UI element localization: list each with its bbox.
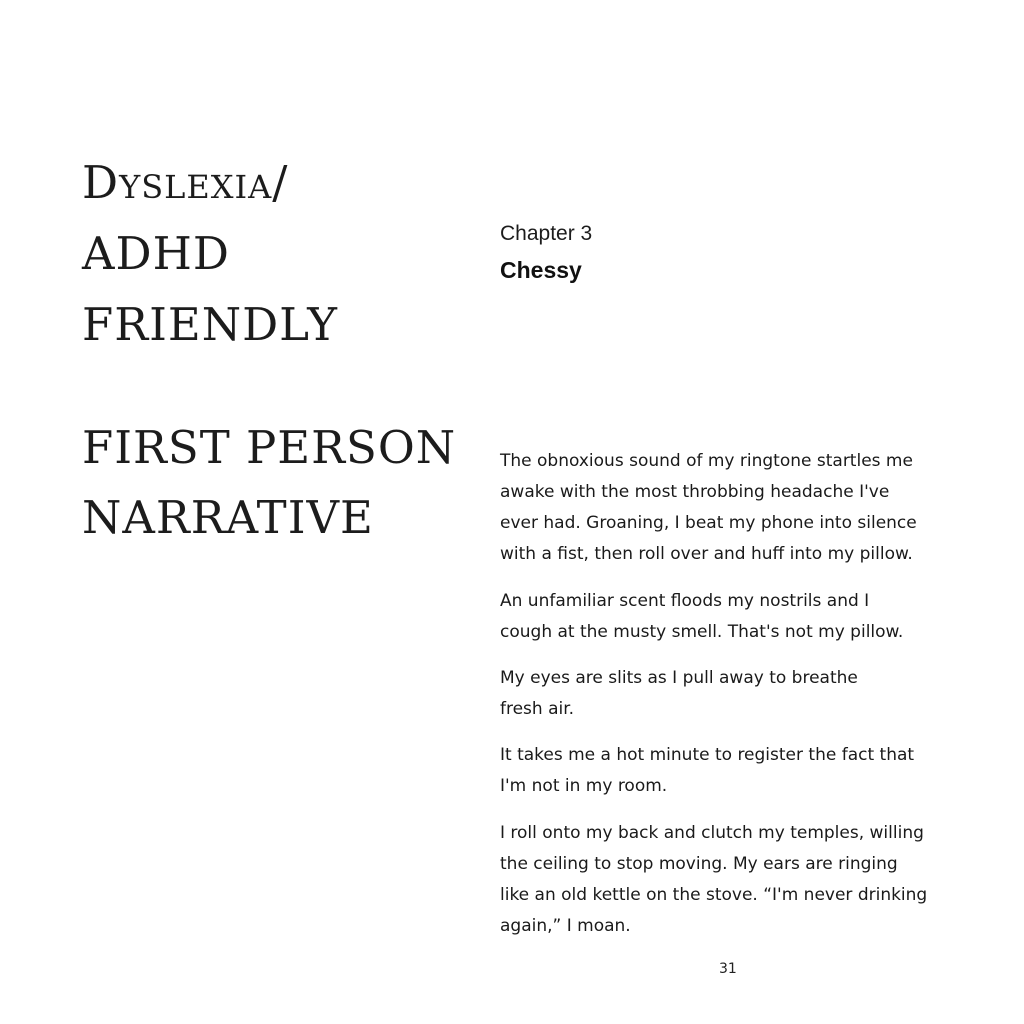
paragraph-line: fresh air.: [500, 699, 575, 719]
headline-line-5: NARRATIVE: [82, 491, 374, 544]
paragraph-3: [500, 663, 970, 725]
paragraph-4: [500, 740, 970, 802]
paragraph-line: cough at the musty smell. That's not my pillow.: [500, 622, 904, 642]
paragraph-line: The obnoxious sound of my ringtone startles me: [500, 451, 913, 471]
paragraph-line: It takes me a hot minute to register the fact that: [500, 745, 915, 765]
paragraph-1: [500, 446, 970, 570]
paragraph-2: [500, 586, 970, 648]
headline-line-4: FIRST PERSON: [82, 421, 457, 474]
paragraph-line: the ceiling to stop moving. My ears are ringing: [500, 854, 898, 874]
paragraph-5: [500, 818, 970, 942]
headline-line-1: Dyslexia/: [82, 156, 289, 209]
chapter-title: Chessy: [500, 257, 582, 283]
paragraph-line: An unfamiliar scent floods my nostrils and I: [500, 591, 870, 611]
headline-line-3: FRIENDLY: [82, 298, 338, 351]
paragraph-line: again,” I moan.: [500, 916, 631, 936]
paragraph-line: My eyes are slits as I pull away to breathe: [500, 668, 858, 688]
chapter-label: Chapter 3: [500, 222, 593, 245]
paragraph-line: with a fist, then roll over and huff into my pillow.: [500, 544, 913, 564]
paragraph-line: I roll onto my back and clutch my temples, willing: [500, 823, 924, 843]
paragraph-line: like an old kettle on the stove. “I'm never drinking: [500, 885, 928, 905]
paragraph-line: ever had. Groaning, I beat my phone into silence: [500, 513, 917, 533]
paragraph-line: I'm not in my room.: [500, 776, 668, 796]
headline-line-2: ADHD: [82, 227, 230, 280]
page-number: 31: [719, 961, 737, 977]
paragraph-line: awake with the most throbbing headache I've: [500, 482, 890, 502]
